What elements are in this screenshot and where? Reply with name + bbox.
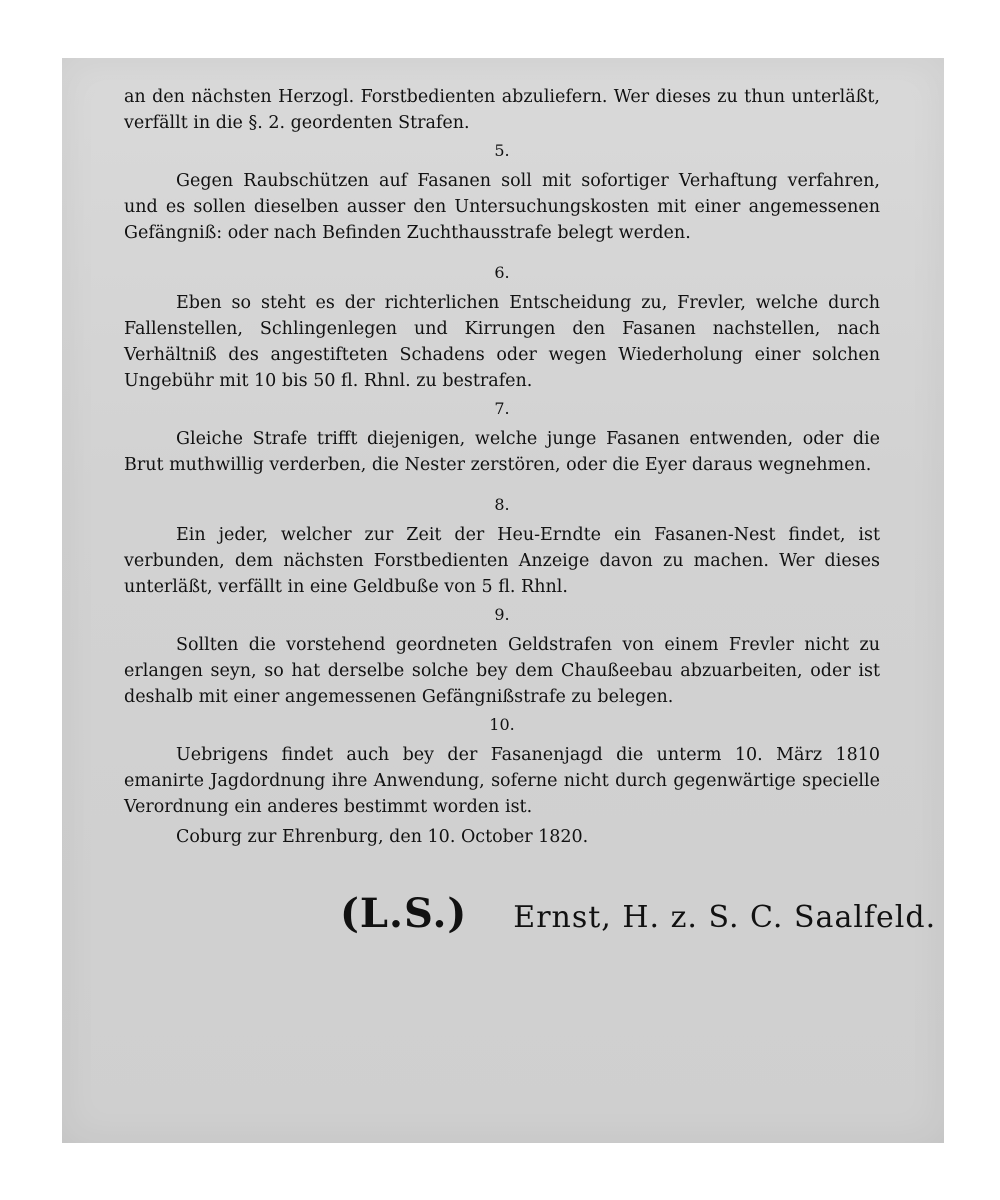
section-number-6: 6. xyxy=(494,263,510,282)
paragraph-7: Gleiche Strafe trifft diejenigen, welche junge Fasanen entwenden, oder die Brut muthwillig verderben, die Nester zerstören, oder die Eyer daraus wegnehmen. xyxy=(124,429,880,475)
section-number-10: 10. xyxy=(489,715,515,734)
paragraph-5: Gegen Raubschützen auf Fasanen soll mit sofortiger Verhaftung verfahren, und es sollen dieselben ausser den Untersuchungskosten mit einer angemessenen Gefängniß: oder nach Befinden Zuchthausstrafe belegt werden. xyxy=(124,171,880,243)
seal-mark: (L.S.) xyxy=(340,890,468,937)
paragraph-9: Sollten die vorstehend geordneten Geldstrafen von einem Frevler nicht zu erlangen seyn, so hat derselbe solche bey dem Chaußeebau abzuarbeiten, oder ist deshalb mit einer angemessenen Gefängnißstrafe zu belegen. xyxy=(124,635,880,707)
paragraph-8: Ein jeder, welcher zur Zeit der Heu-Erndte ein Fasanen-Nest findet, ist verbunden, dem nächsten Forstbedienten Anzeige davon zu machen. Wer dieses unterläßt, verfällt in eine Geldbuße von 5 fl. Rhnl. xyxy=(124,525,880,597)
paragraph-10: Uebrigens findet auch bey der Fasanenjagd die unterm 10. März 1810 emanirte Jagdordnung ihre Anwendung, soferne nicht durch gegenwärtige specielle Verordnung ein anderes bestimmt worden ist. xyxy=(124,745,880,817)
signature-block xyxy=(340,890,936,937)
signer-name: Ernst, H. z. S. C. Saalfeld. xyxy=(513,900,937,935)
section-number-5: 5. xyxy=(494,141,510,160)
document-body xyxy=(124,84,880,850)
section-number-8: 8. xyxy=(494,495,510,514)
paragraph-6: Eben so steht es der richterlichen Entscheidung zu, Frevler, welche durch Fallenstellen, Schlingenlegen und Kirrungen den Fasanen nachstellen, nach Verhältniß des angestifteten Schadens oder wegen Wiederholung einer solchen Ungebühr mit 10 bis 50 fl. Rhnl. zu bestrafen. xyxy=(124,293,880,391)
section-number-7: 7. xyxy=(494,399,510,418)
paragraph-continued: an den nächsten Herzogl. Forstbedienten abzuliefern. Wer dieses zu thun unterläßt, verfällt in die §. 2. geordenten Strafen. xyxy=(124,87,880,133)
place-date: Coburg zur Ehrenburg, den 10. October 1820. xyxy=(176,827,589,847)
section-number-9: 9. xyxy=(494,605,510,624)
